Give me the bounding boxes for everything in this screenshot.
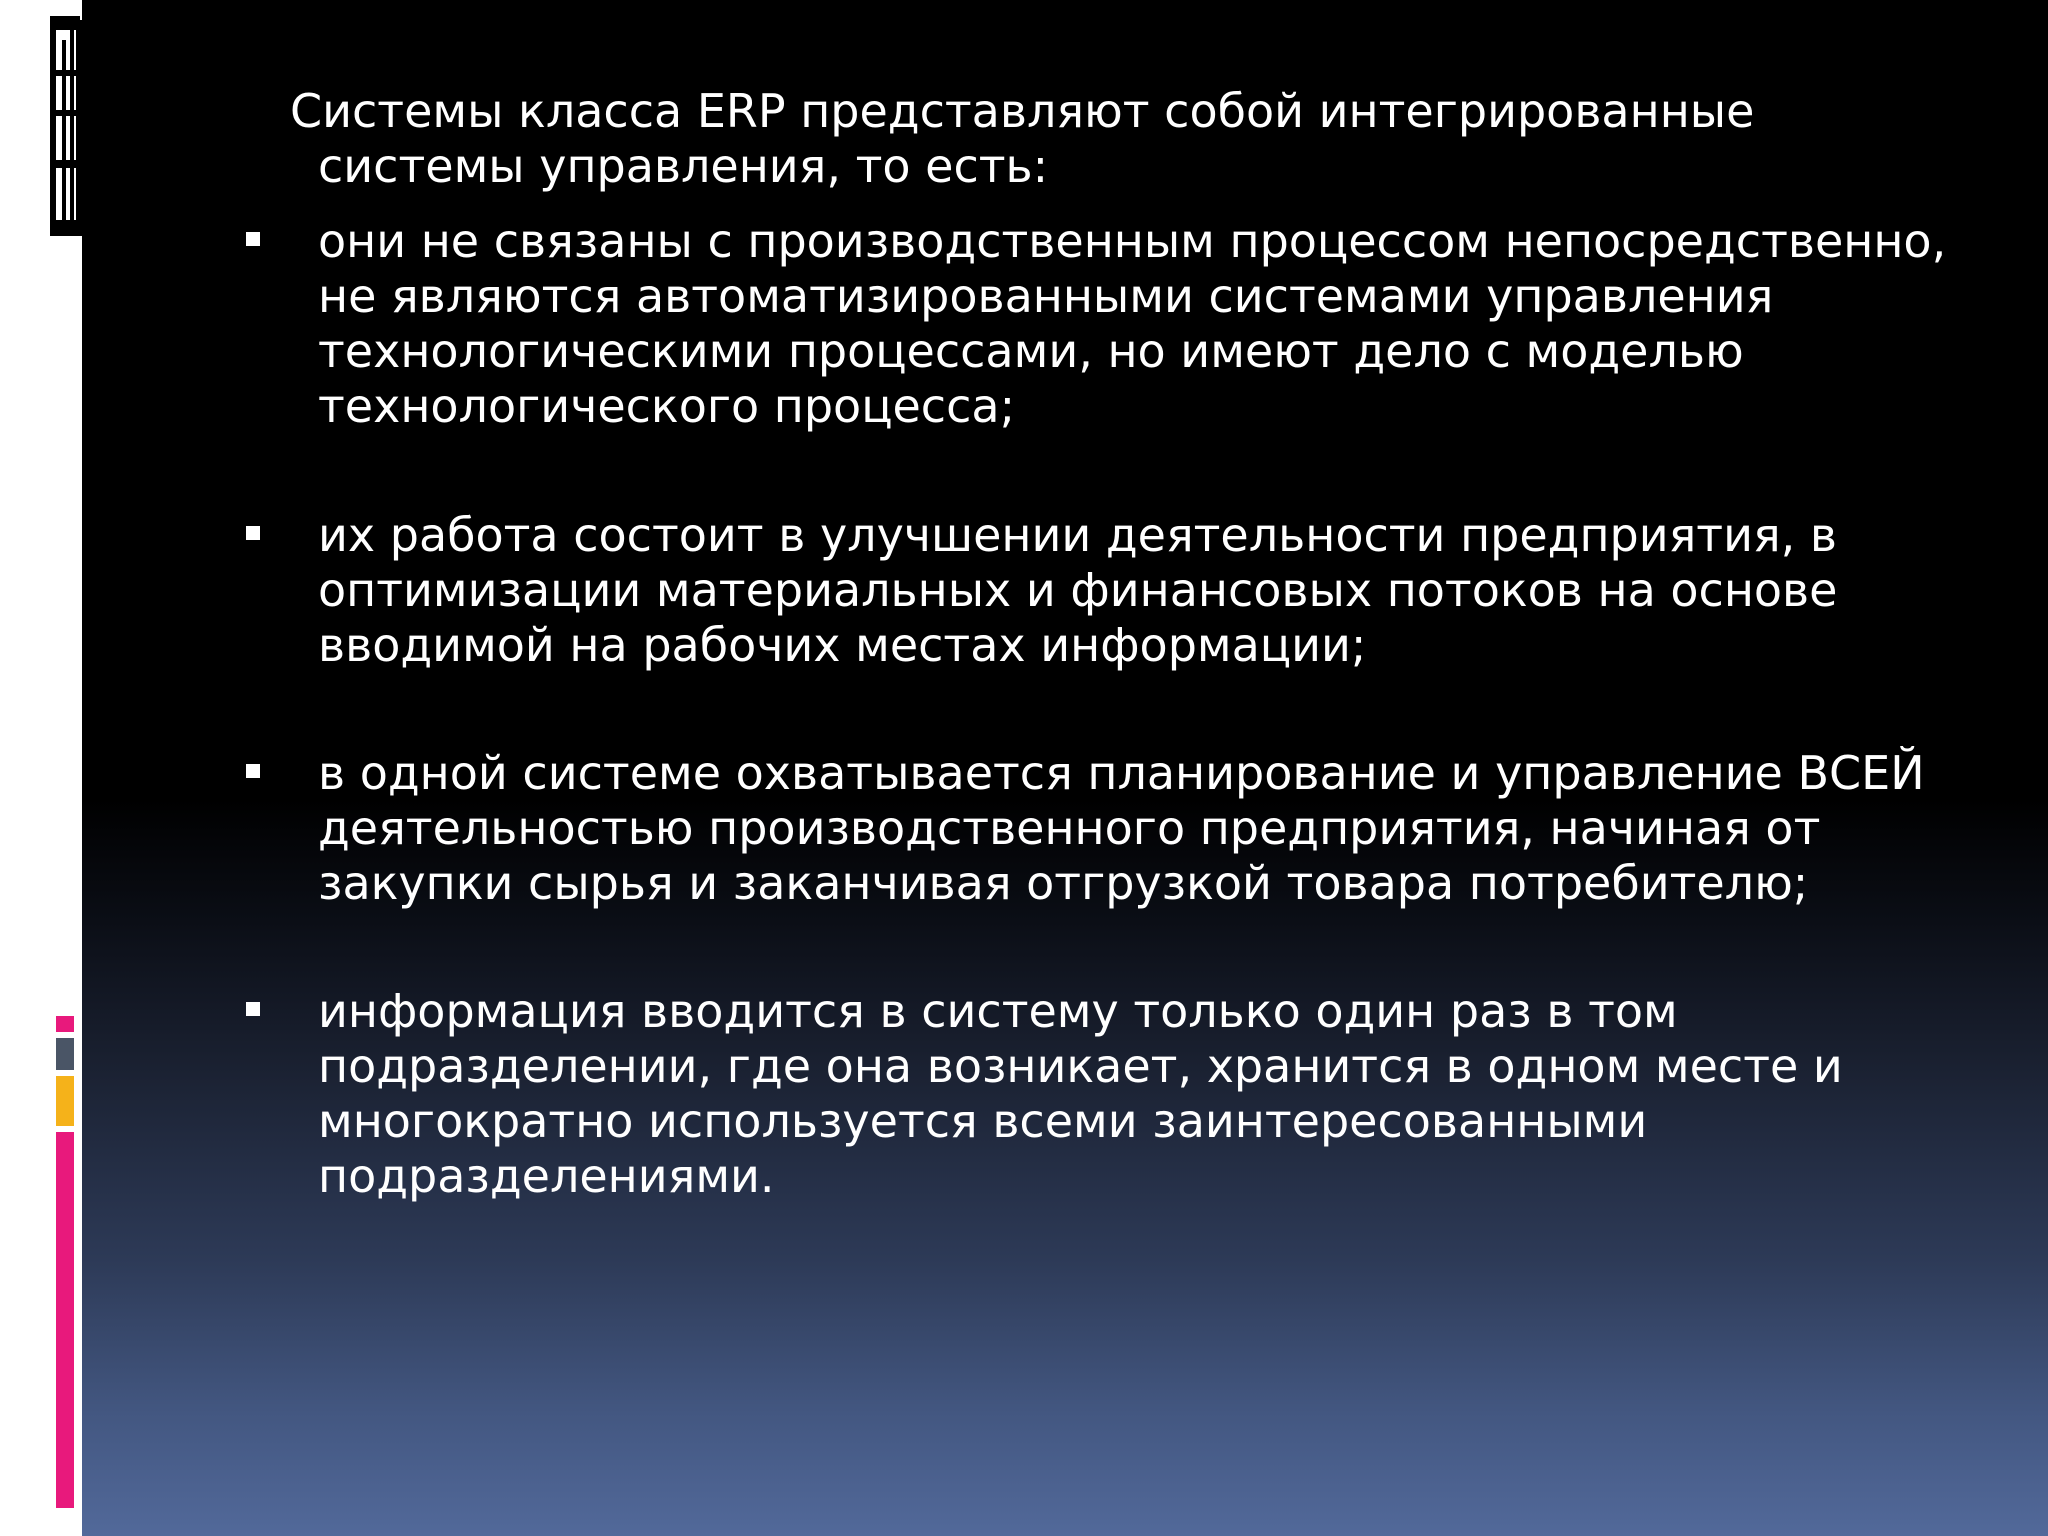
bullet-text: они не связаны с производственным процессом непосредственно, не являются автоматизированными системами управления технологическими процессами, но имеют дело с моделью технологического процесса; (318, 214, 1947, 433)
bullet-item (318, 508, 1958, 673)
square-bullet-icon (246, 232, 260, 246)
square-bullet-icon (246, 526, 260, 540)
bullet-text: в одной системе охватывается планирование и управление ВСЕЙ деятельностью производственного предприятия, начиная от закупки сырья и заканчивая отгрузкой товара потребителю; (318, 746, 1925, 910)
bullet-text: их работа состоит в улучшении деятельности предприятия, в оптимизации материальных и финансовых потоков на основе вводимой на рабочих местах информации; (318, 508, 1838, 672)
square-bullet-icon (246, 1002, 260, 1016)
square-bullet-icon (246, 764, 260, 778)
intro-text: Системы класса ERP представляют собой интегрированные системы управления, то есть: (290, 84, 1755, 193)
bullet-item (318, 214, 1958, 434)
bullet-item (318, 984, 1958, 1204)
bullet-item (318, 746, 1958, 911)
bullet-text: информация вводится в систему только один раз в том подразделении, где она возникает, хранится в одном месте и многократно используется всеми заинтересованными подразделениями. (318, 984, 1843, 1203)
